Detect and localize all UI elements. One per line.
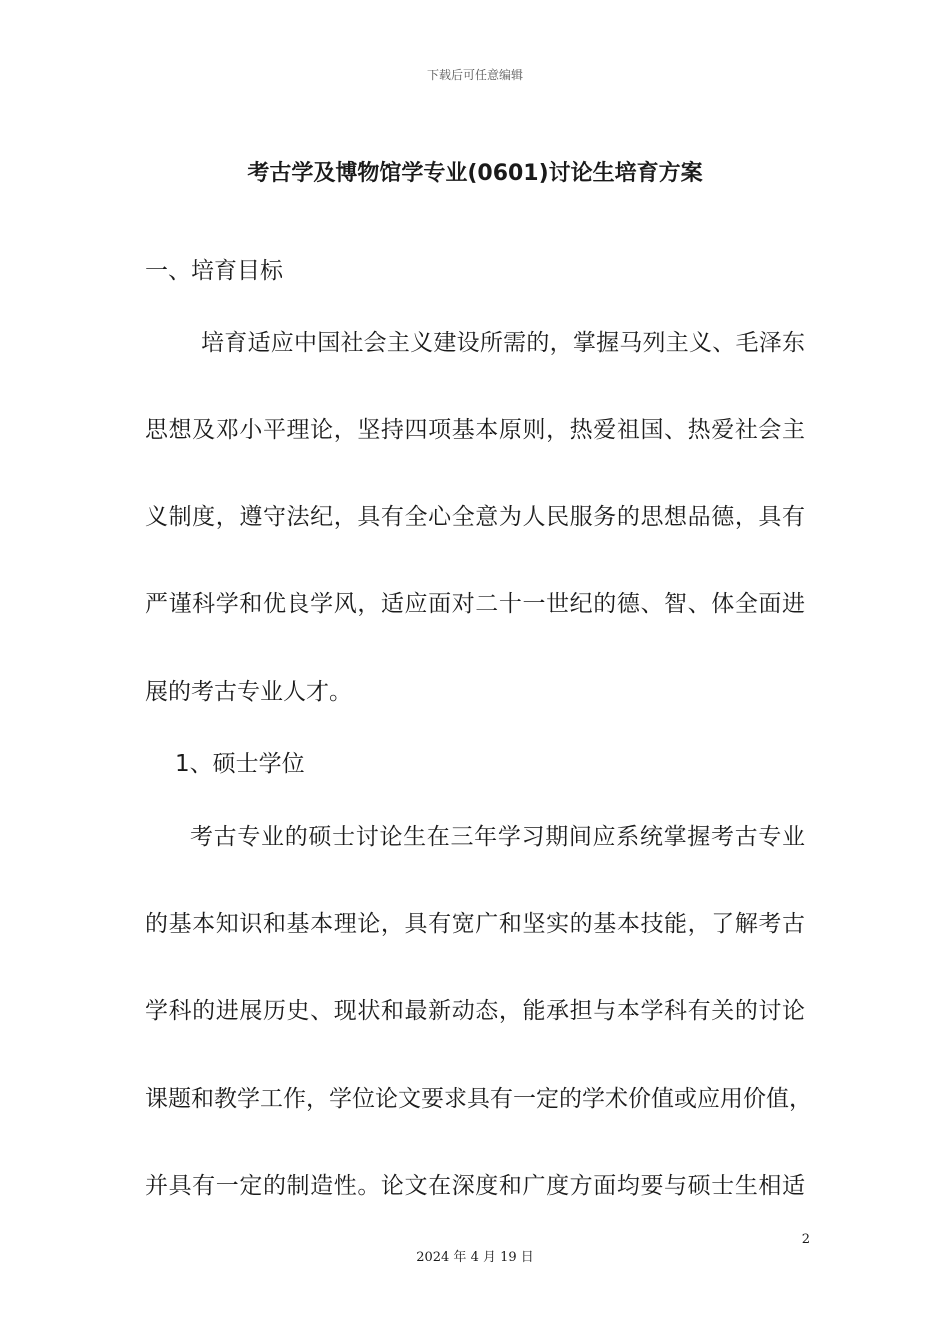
paragraph-line: 思想及邓小平理论，坚持四项基本原则，热爱祖国、热爱社会主	[145, 417, 805, 443]
paragraph-line: 的基本知识和基本理论，具有宽广和坚实的基本技能，了解考古	[145, 911, 805, 937]
paragraph-line: 考古专业的硕士讨论生在三年学习期间应系统掌握考古专业	[190, 824, 805, 850]
section-heading-training-goals: 一、培育目标	[145, 258, 283, 284]
paragraph-line: 严谨科学和优良学风，适应面对二十一世纪的德、智、体全面进	[145, 591, 805, 617]
page-header-note: 下载后可任意编辑	[426, 68, 523, 82]
page-number: 2	[801, 1232, 810, 1247]
paragraph-line: 展的考古专业人才。	[145, 679, 352, 705]
paragraph-line: 并具有一定的制造性。论文在深度和广度方面均要与硕士生相适	[145, 1173, 805, 1199]
paragraph-line: 义制度，遵守法纪，具有全心全意为人民服务的思想品德，具有	[145, 504, 805, 530]
page-footer-date: 2024 年 4 月 19 日	[416, 1250, 534, 1265]
document-title: 考古学及博物馆学专业(0601)讨论生培育方案	[247, 161, 703, 186]
subsection-heading-masters-degree: 1、硕士学位	[175, 751, 305, 777]
paragraph-line: 学科的进展历史、现状和最新动态，能承担与本学科有关的讨论	[145, 998, 805, 1024]
paragraph-line: 培育适应中国社会主义建设所需的，掌握马列主义、毛泽东	[201, 330, 805, 356]
paragraph-line: 课题和教学工作，学位论文要求具有一定的学术价值或应用价值，	[145, 1086, 812, 1112]
